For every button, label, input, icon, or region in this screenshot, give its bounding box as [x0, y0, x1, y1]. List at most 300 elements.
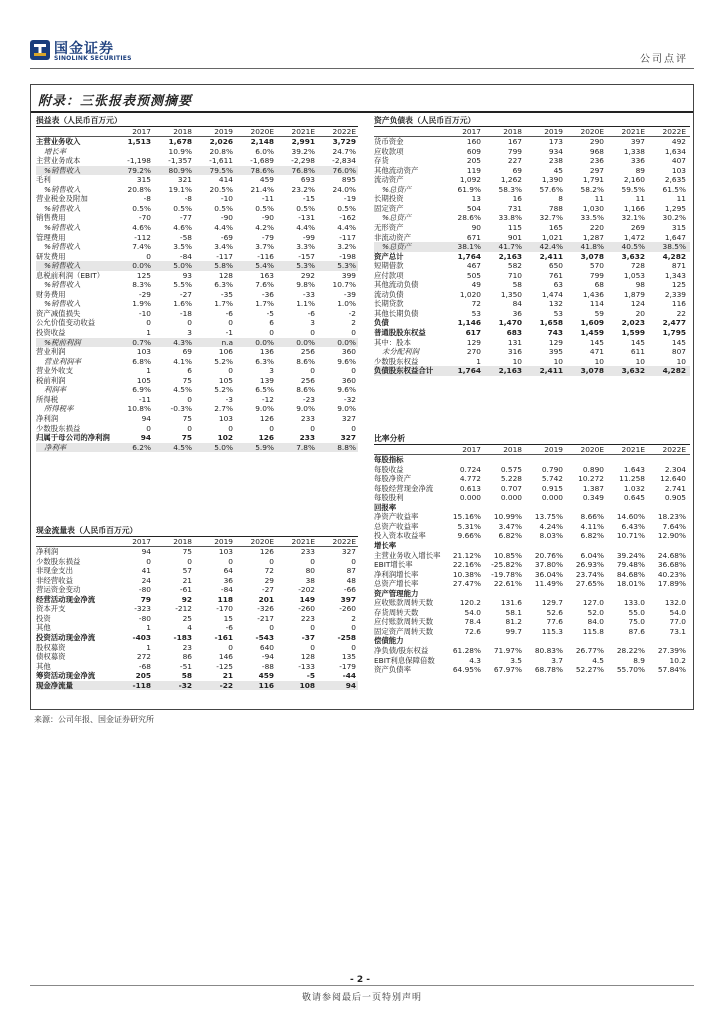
row-value-cell: 8 — [558, 194, 563, 204]
row-value-cell: 0.5% — [337, 203, 356, 213]
row-value-cell: 36.68% — [657, 560, 686, 570]
row-value-cell: 8.6% — [296, 385, 315, 395]
table-row — [374, 271, 690, 281]
row-value-cell: 0.000 — [459, 493, 481, 503]
row-value-cell: 129.7 — [541, 598, 563, 608]
row-label: %销售收入 — [44, 261, 81, 271]
table-row — [374, 474, 690, 484]
table-row — [36, 643, 358, 653]
row-value-cell: 0 — [310, 623, 315, 633]
row-value-cell: 7.64% — [662, 521, 686, 531]
logo-chinese-name: 国金证券 — [54, 41, 114, 57]
row-value-cell: 3,078 — [580, 251, 604, 261]
row-value-cell: 118 — [217, 594, 233, 604]
row-value-cell: 2,023 — [621, 318, 645, 328]
table-row — [374, 213, 690, 223]
row-value-cell: 52.0 — [587, 607, 604, 617]
row-value-cell: 2,635 — [664, 175, 686, 185]
row-value-cell: 55.70% — [616, 665, 645, 675]
table-row — [36, 557, 358, 567]
table-row — [374, 512, 690, 522]
table-row — [374, 166, 690, 176]
row-value-cell: 3.5 — [510, 655, 522, 665]
row-value-cell: 165 — [548, 223, 563, 233]
row-value-cell: 30.2% — [662, 213, 686, 223]
row-value-cell: 1,609 — [580, 318, 604, 328]
row-value-cell: -6 — [225, 623, 233, 633]
row-value-cell: 84 — [512, 299, 522, 309]
table-row — [36, 366, 358, 376]
row-value-cell: 20.76% — [534, 550, 563, 560]
row-value-cell: -1,198 — [127, 156, 151, 166]
row-value-cell: 58 — [512, 280, 522, 290]
row-value-cell: 256 — [300, 375, 315, 385]
row-value-cell: 9.0% — [337, 404, 356, 414]
row-value-cell: 315 — [136, 175, 151, 185]
row-value-cell: 37.80% — [534, 560, 563, 570]
row-label: 少数股东损益 — [36, 556, 81, 566]
row-label: 所得税 — [36, 394, 59, 404]
row-value-cell: 0 — [187, 423, 192, 433]
row-value-cell: -11 — [261, 194, 274, 204]
row-value-cell: 8.8% — [337, 442, 356, 452]
year-header-cell: 2020E — [250, 126, 274, 136]
row-value-cell: -403 — [132, 633, 151, 643]
row-value-cell: -22 — [219, 680, 233, 690]
row-value-cell: 4,282 — [662, 366, 686, 376]
row-value-cell: -131 — [298, 213, 315, 223]
row-value-cell: -125 — [216, 661, 233, 671]
row-value-cell: 131 — [507, 337, 522, 347]
row-label: 销售费用 — [36, 213, 66, 223]
row-value-cell: -260 — [298, 604, 315, 614]
row-value-cell: 2,339 — [664, 289, 686, 299]
row-value-cell: 5.0% — [214, 442, 233, 452]
table-row — [36, 585, 358, 595]
row-value-cell: 5.5% — [173, 280, 192, 290]
table-row — [374, 617, 690, 627]
row-label: 利润率 — [44, 385, 67, 395]
row-value-cell: 10.9% — [168, 146, 192, 156]
row-value-cell: 4.6% — [173, 223, 192, 233]
table-row — [374, 318, 690, 328]
table-row — [36, 166, 358, 176]
row-label: 营业利润 — [36, 347, 66, 357]
row-value-cell: 128 — [300, 652, 315, 662]
row-value-cell: 79.2% — [127, 165, 151, 175]
row-label: 其他 — [36, 623, 51, 633]
row-value-cell: 160 — [466, 137, 481, 147]
row-label: 货币资金 — [374, 137, 404, 147]
row-value-cell: 28.22% — [616, 646, 645, 656]
row-value-cell: -5 — [266, 308, 274, 318]
row-value-cell: 2.7% — [214, 404, 233, 414]
row-value-cell: 0.000 — [500, 493, 522, 503]
row-label: 资产减值损失 — [36, 308, 81, 318]
row-value-cell: 1.1% — [296, 299, 315, 309]
row-value-cell: 2022E — [662, 444, 686, 454]
row-label: 净利润 — [36, 413, 59, 423]
row-value-cell: 1.7% — [255, 299, 274, 309]
row-value-cell: 71.97% — [493, 646, 522, 656]
row-value-cell: 0 — [310, 556, 315, 566]
row-value-cell: 3 — [310, 318, 315, 328]
row-value-cell: 73.1 — [669, 626, 686, 636]
row-value-cell: 52.6 — [546, 607, 563, 617]
row-value-cell: 1 — [146, 642, 151, 652]
table-row — [374, 175, 690, 185]
row-value-cell: 1,658 — [539, 318, 563, 328]
row-value-cell: -12 — [261, 394, 274, 404]
row-label: 投资活动现金净流 — [36, 633, 96, 643]
row-value-cell: 6.9% — [132, 385, 151, 395]
table-row — [374, 156, 690, 166]
row-value-cell: 10.2 — [669, 655, 686, 665]
row-value-cell: 41.8% — [580, 242, 604, 252]
row-value-cell: 81.2 — [505, 617, 522, 627]
row-value-cell: -29 — [138, 289, 151, 299]
table-row — [374, 598, 690, 608]
row-label: 流动资产 — [374, 175, 404, 185]
table-row — [36, 376, 358, 386]
row-value-cell: 77.0 — [669, 617, 686, 627]
row-value-cell: 297 — [589, 165, 604, 175]
row-value-cell: 32.7% — [539, 213, 563, 223]
row-value-cell: 24.0% — [332, 184, 356, 194]
row-value-cell: 13 — [471, 194, 481, 204]
table-row — [36, 194, 358, 204]
row-value-cell: 205 — [135, 671, 151, 681]
row-label: 存货 — [374, 156, 389, 166]
row-value-cell: 58.3% — [498, 184, 522, 194]
row-value-cell: 105 — [218, 375, 233, 385]
row-value-cell: 0.575 — [500, 464, 522, 474]
year-header-cell: 2021E — [291, 126, 315, 136]
row-value-cell: 4.5% — [173, 385, 192, 395]
row-value-cell: 58.2% — [580, 184, 604, 194]
row-label: 固定资产周转天数 — [374, 626, 434, 636]
row-value-cell: 3,632 — [621, 251, 645, 261]
row-value-cell: 75 — [182, 413, 192, 423]
year-header-cell: 2021E — [621, 126, 645, 136]
row-value-cell: 163 — [259, 270, 274, 280]
table-row — [374, 551, 690, 561]
row-value-cell: 6 — [187, 366, 192, 376]
table-row — [36, 671, 358, 681]
row-label: 非流动资产 — [374, 232, 411, 242]
row-label: 资本开支 — [36, 604, 66, 614]
row-value-cell: 4.2% — [255, 223, 274, 233]
row-label: 少数股东权益 — [374, 356, 419, 366]
row-value-cell: 41 — [141, 566, 151, 576]
row-value-cell: 1,390 — [541, 175, 563, 185]
row-label: 财务费用 — [36, 289, 66, 299]
row-value-cell: 4,282 — [662, 251, 686, 261]
footer-divider — [30, 985, 694, 986]
row-value-cell: 2 — [351, 318, 356, 328]
row-value-cell: 2.741 — [664, 483, 686, 493]
row-value-cell: 0 — [187, 394, 192, 404]
row-value-cell: 4 — [187, 623, 192, 633]
row-value-cell: 76.8% — [291, 165, 315, 175]
row-value-cell: 126 — [258, 433, 274, 443]
row-label: 普通股股东权益 — [374, 328, 426, 338]
row-value-cell: 136 — [259, 347, 274, 357]
row-value-cell: 459 — [259, 175, 274, 185]
row-value-cell: -1,357 — [168, 156, 192, 166]
row-value-cell: 0.0% — [337, 337, 356, 347]
row-value-cell: 54.0 — [669, 607, 686, 617]
row-value-cell: -2,834 — [332, 156, 356, 166]
row-label: 归属于母公司的净利润 — [36, 433, 110, 443]
row-value-cell: 115.3 — [541, 626, 563, 636]
row-value-cell: 1.7% — [214, 299, 233, 309]
row-value-cell: 5.742 — [541, 474, 563, 484]
row-value-cell: 72.6 — [464, 626, 481, 636]
row-label: 经营活动现金净流 — [36, 594, 96, 604]
row-value-cell: 1,472 — [623, 232, 645, 242]
row-value-cell: -162 — [339, 213, 356, 223]
table-row — [36, 662, 358, 672]
row-label: 应收款项 — [374, 146, 404, 156]
row-label: 流动负债 — [374, 289, 404, 299]
row-value-cell: 5.4% — [255, 261, 274, 271]
row-label: 长期投资 — [374, 194, 404, 204]
row-value-cell: 3.4% — [214, 242, 233, 252]
row-value-cell: 1,146 — [457, 318, 481, 328]
row-label: 主营业务成本 — [36, 156, 81, 166]
table-row — [374, 204, 690, 214]
row-value-cell: 72 — [264, 566, 274, 576]
page-header — [30, 36, 694, 70]
row-value-cell: 116 — [258, 680, 274, 690]
table-row — [36, 318, 358, 328]
row-value-cell: 1,474 — [541, 289, 563, 299]
row-label: 资产负债率 — [374, 665, 411, 675]
row-value-cell: 2,148 — [250, 137, 274, 147]
table-row — [36, 424, 358, 434]
row-value-cell: 18.01% — [616, 579, 645, 589]
row-label: 短期借款 — [374, 261, 404, 271]
table-row — [36, 271, 358, 281]
row-value-cell: 895 — [341, 175, 356, 185]
row-value-cell: 1,092 — [459, 175, 481, 185]
disclaimer: 敬请参阅最后一页特别声明 — [301, 993, 422, 1003]
row-label: 应收账款周转天数 — [374, 598, 434, 608]
row-value-cell: 106 — [218, 347, 233, 357]
row-value-cell: 1.387 — [582, 483, 604, 493]
row-value-cell: -323 — [134, 604, 151, 614]
row-value-cell: 0.790 — [541, 464, 563, 474]
row-value-cell: -68 — [138, 661, 151, 671]
row-label: 净利润增长率 — [374, 569, 419, 579]
row-value-cell: 3.47% — [498, 521, 522, 531]
row-value-cell: -15 — [302, 194, 315, 204]
row-value-cell: 24 — [141, 575, 151, 585]
row-value-cell: 129 — [466, 337, 481, 347]
row-value-cell: 59 — [594, 308, 604, 318]
row-value-cell: 2,026 — [209, 137, 233, 147]
row-value-cell: 728 — [630, 261, 645, 271]
year-header-cell: 2018 — [503, 126, 522, 136]
row-value-cell: -161 — [214, 633, 233, 643]
row-value-cell: 4.5 — [592, 655, 604, 665]
row-value-cell: 38.1% — [457, 242, 481, 252]
row-label: 净资产收益率 — [374, 512, 419, 522]
header-divider — [30, 68, 694, 69]
table-row — [36, 623, 358, 633]
cash-flow-table — [36, 526, 358, 690]
row-value-cell: 6.8% — [132, 356, 151, 366]
row-value-cell: -84 — [220, 585, 233, 595]
row-value-cell: -90 — [261, 213, 274, 223]
row-value-cell: 20 — [635, 308, 645, 318]
year-header-cell: 2020E — [580, 126, 604, 136]
row-label: 主营业务收入 — [36, 137, 81, 147]
row-value-cell: 467 — [466, 261, 481, 271]
table-row — [36, 175, 358, 185]
row-value-cell: 238 — [548, 156, 563, 166]
row-label: 长期贷款 — [374, 299, 404, 309]
table-row — [374, 636, 690, 646]
row-value-cell: 2,477 — [662, 318, 686, 328]
row-value-cell: 1,599 — [621, 328, 645, 338]
table-row — [374, 338, 690, 348]
row-value-cell: 693 — [300, 175, 315, 185]
row-value-cell: 1,338 — [623, 146, 645, 156]
table-row — [374, 299, 690, 309]
row-label: %销售收入 — [44, 280, 81, 290]
table-row — [374, 531, 690, 541]
row-label: %销售收入 — [44, 242, 81, 252]
row-value-cell: -80 — [138, 585, 151, 595]
table-row — [36, 681, 358, 691]
table-row — [374, 347, 690, 357]
row-value-cell: 1,634 — [664, 146, 686, 156]
row-value-cell: 108 — [299, 680, 315, 690]
year-header-cell: 2017 — [462, 126, 481, 136]
row-value-cell: 21.12% — [452, 550, 481, 560]
row-value-cell: -39 — [343, 289, 356, 299]
row-value-cell: 1,647 — [664, 232, 686, 242]
row-label: 研发费用 — [36, 251, 66, 261]
row-value-cell: 14.60% — [616, 512, 645, 522]
row-value-cell: 10 — [512, 356, 522, 366]
row-label: 筹资活动现金净流 — [36, 671, 96, 681]
row-label: 非经营收益 — [36, 575, 73, 585]
row-value-cell: 124 — [630, 299, 645, 309]
row-value-cell: 10 — [553, 356, 563, 366]
table-row — [374, 493, 690, 503]
row-value-cell: -23 — [302, 394, 315, 404]
row-value-cell: 1.032 — [623, 483, 645, 493]
row-label: 投入资本收益率 — [374, 531, 426, 541]
row-value-cell: 0.5% — [214, 203, 233, 213]
row-value-cell: 10.85% — [493, 550, 522, 560]
row-value-cell: 1,459 — [580, 328, 604, 338]
row-value-cell: -51 — [179, 661, 192, 671]
table-row — [36, 537, 358, 548]
row-value-cell: 0 — [310, 328, 315, 338]
row-value-cell: 36 — [512, 308, 522, 318]
row-value-cell: 48 — [346, 575, 356, 585]
row-value-cell: 94 — [140, 433, 151, 443]
row-value-cell: 871 — [671, 261, 686, 271]
row-value-cell: 11 — [635, 194, 645, 204]
row-label: %总资产 — [382, 242, 412, 252]
row-value-cell: 2,163 — [498, 366, 522, 376]
table-row — [36, 433, 358, 443]
row-value-cell: 0.5% — [173, 203, 192, 213]
row-value-cell: -33 — [302, 289, 315, 299]
row-value-cell: 103 — [136, 347, 151, 357]
table-row — [374, 309, 690, 319]
row-value-cell: 115.8 — [582, 626, 604, 636]
row-value-cell: 20.8% — [127, 184, 151, 194]
row-value-cell: 33.5% — [580, 213, 604, 223]
row-value-cell: 4.4% — [296, 223, 315, 233]
row-label: %销售收入 — [44, 299, 81, 309]
row-value-cell: 0 — [146, 423, 151, 433]
row-value-cell: 84.0 — [587, 617, 604, 627]
row-value-cell: 125 — [136, 270, 151, 280]
row-value-cell: 64 — [223, 566, 233, 576]
row-value-cell: 0.000 — [541, 493, 563, 503]
row-value-cell: 2020E — [250, 536, 274, 546]
row-label: 主营业务收入增长率 — [374, 550, 441, 560]
row-value-cell: 72 — [471, 299, 481, 309]
row-value-cell: 61.9% — [457, 184, 481, 194]
row-label: 营运资金变动 — [36, 585, 81, 595]
row-value-cell: 2018 — [503, 444, 522, 454]
row-label: %销售收入 — [44, 184, 81, 194]
row-value-cell: 92 — [181, 594, 192, 604]
row-value-cell: -11 — [138, 394, 151, 404]
row-value-cell: 321 — [177, 175, 192, 185]
row-label: 回报率 — [374, 502, 397, 512]
row-value-cell: 233 — [300, 413, 315, 423]
row-value-cell: 4.4% — [337, 223, 356, 233]
row-value-cell: 10.99% — [493, 512, 522, 522]
row-value-cell: -3 — [225, 394, 233, 404]
row-value-cell: 10 — [594, 356, 604, 366]
row-value-cell: -183 — [173, 633, 192, 643]
row-value-cell: -0.3% — [170, 404, 192, 414]
row-label: 其他 — [36, 661, 51, 671]
row-value-cell: -19 — [343, 194, 356, 204]
row-value-cell: 2,411 — [539, 366, 563, 376]
table-row — [36, 443, 358, 453]
row-value-cell: -69 — [220, 232, 233, 242]
table-row — [374, 503, 690, 513]
year-header-cell: 2022E — [662, 126, 686, 136]
row-value-cell: -5 — [306, 671, 315, 681]
row-label: %总资产 — [382, 184, 412, 194]
row-value-cell: 617 — [465, 328, 481, 338]
row-value-cell: 17.89% — [657, 579, 686, 589]
row-value-cell: 6.43% — [621, 521, 645, 531]
row-value-cell: 0.7% — [132, 337, 151, 347]
table-row — [36, 309, 358, 319]
row-label: 总资产增长率 — [374, 579, 419, 589]
row-value-cell: -66 — [343, 585, 356, 595]
row-value-cell: 269 — [630, 223, 645, 233]
row-value-cell: 2017 — [132, 536, 151, 546]
row-value-cell: 3,078 — [580, 366, 604, 376]
row-value-cell: 36.04% — [534, 569, 563, 579]
row-value-cell: -116 — [257, 251, 274, 261]
year-header-cell: 2018 — [173, 126, 192, 136]
